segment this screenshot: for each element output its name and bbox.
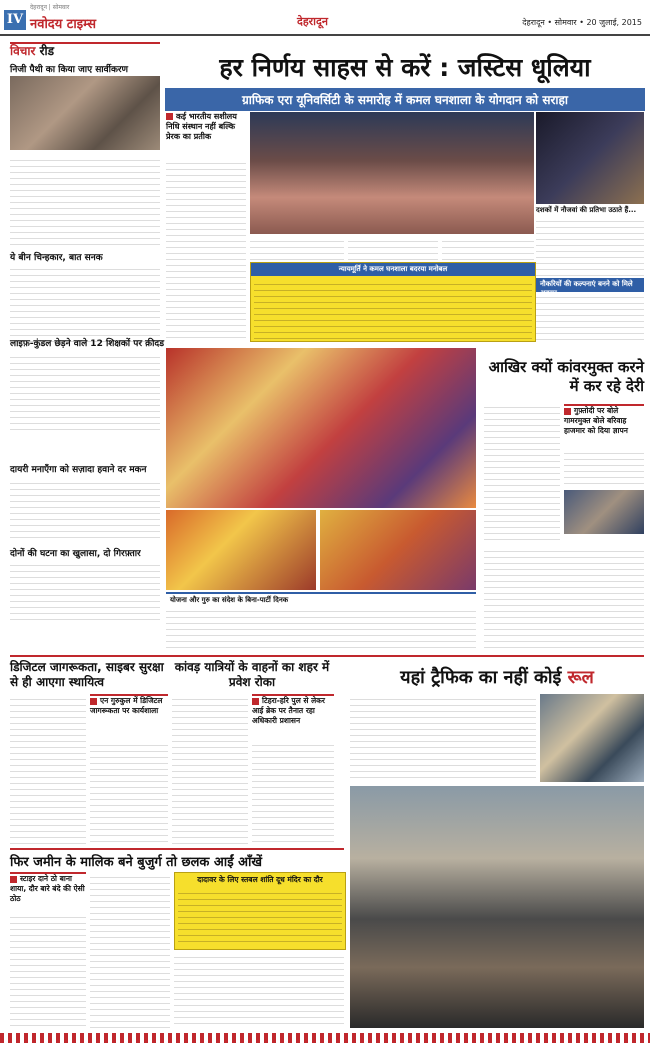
left-head-1: ये बीन चिन्हकार, बात सनक (10, 253, 103, 263)
lead-text-col-6 (536, 292, 644, 342)
traffic-text (350, 694, 536, 782)
speaker-photo (536, 112, 644, 204)
kanwar-text-col-3 (484, 546, 644, 650)
traffic-headline-red: रूल (567, 667, 594, 688)
left-subhead: निजी पैथी का किया जाए सार्वीकरण (10, 65, 129, 75)
jameen-yellow-box (174, 872, 346, 950)
kanwar-city-side-box (252, 694, 334, 726)
jameen-side-box (10, 872, 86, 904)
yellow-box-heading: न्यायमूर्ति ने कमल घनशाला बदरया मनोबल (251, 263, 535, 276)
yellow-box-text (254, 279, 532, 339)
audience-photo (250, 112, 534, 234)
vice-heading: नौकरियों की कल्पनाएं बनने को मिले (536, 278, 644, 300)
page-footer-border (0, 1033, 650, 1043)
children-text (166, 606, 476, 650)
left-head-4: दोनों की घटना का खुलासा, दो गिरफ़्तार (10, 549, 141, 559)
traffic-headline (350, 665, 644, 689)
kanwar-text-col-2 (564, 448, 644, 488)
quote-heading: कई भारतीय सशीलय निधि संस्थान नहीं बल्कि प्रेरक का प्रतीक (166, 112, 246, 142)
left-head-3: दायरी मनाएँगा को सज़ादा हवाने दर मकन (10, 465, 147, 475)
kicker (10, 42, 54, 59)
protest-photo (564, 490, 644, 534)
header-small-text: देहरादून | सोमवार (30, 4, 70, 11)
jameen-divider (10, 848, 344, 850)
lead-text-col-1 (166, 158, 246, 338)
left-head-2: लाइफ़-कुंडल छेड़ने वाले 12 शिक्षकों पर क़ीदड (10, 339, 165, 349)
kanwar-side-box (564, 404, 644, 436)
section-label: देहरादून (297, 15, 328, 28)
digital-headline: डिजिटल जागरूकता, साइबर सुरक्षा से ही आएगा स्थायित्व (10, 660, 164, 689)
traffic-photo-large (350, 786, 644, 1028)
jameen-text-col-2 (90, 872, 170, 1028)
digital-text-col-1 (10, 694, 86, 844)
left-text-block-4 (10, 478, 160, 538)
main-headline: हर निर्णय साहस से करें : जस्टिस धूलिया (219, 53, 591, 82)
kanwar-headline: आखिर क्यों कांवरमुक्त करने में कर रहे देरी (488, 358, 644, 395)
left-text-block-3 (10, 352, 160, 432)
kanwar-city-text-2 (252, 740, 334, 844)
jameen-text-col-1 (10, 912, 86, 1028)
kicker-red: विचार (10, 44, 36, 58)
lead-text-col-5 (536, 216, 644, 276)
judge-caption: दशकों में नौजवां की प्रतिभा उठाते हैं... (536, 206, 637, 214)
kanwar-text-col-1 (484, 402, 560, 542)
left-text-block-2 (10, 264, 160, 344)
children-photo-caption: योजना और गुरु का संदेश के बिना-पार्टी दिनक (166, 592, 476, 607)
masthead: नवोदय टाइम्स (30, 17, 97, 32)
digital-side-heading: एन गुरुकुल में डिजिटल जागरूकता पर कार्यशाला (90, 696, 168, 716)
left-news-photo (10, 76, 160, 150)
devotees-photo (166, 348, 476, 508)
jameen-yellow-heading: दादावर के लिए स्तबल शांति दूध मंदिर का दौर (197, 875, 323, 884)
jameen-side-heading: स्टाइर दाने ठो बाना शाया, दौर बारे बंदे की ऐसी ठोठ (10, 874, 85, 903)
yellow-box (250, 262, 536, 342)
left-text-block-5 (10, 560, 160, 620)
jameen-headline: फिर जमीन के मालिक बने बुजुर्ग तो छलक आईं आँखें (10, 855, 263, 870)
date-line: देहरादून • सोमवार • 20 जुलाई, 2015 (522, 18, 642, 27)
kanwar-city-headline: कांवड़ यात्रियों के वाहनों का शहर में प्रवेश रोका (174, 660, 330, 689)
left-text-block (10, 155, 160, 245)
children-photo-1 (166, 510, 316, 590)
main-deck: ग्राफिक एरा यूनिवर्सिटी के समारोह में कमल घनशाला के योगदान को सराहा (165, 88, 645, 111)
traffic-headline-text: यहां ट्रैफिक का नहीं कोई (400, 667, 568, 688)
digital-side-box (90, 694, 168, 716)
quote-box (166, 112, 246, 152)
jameen-text-col-3 (174, 952, 344, 1028)
kanwar-city-side-heading: टिहरा-हरि पुल से लेकर आई ब्रेक पर तैनात रहा अधिकारी प्रशासन (252, 696, 334, 726)
children-photo-2 (320, 510, 476, 590)
kanwar-side-heading: गुफ़्तोदी पर बोले गामरमुक्त बोले बरिवाह हाजमार को दिया ज्ञापन (564, 406, 644, 436)
jameen-yellow-text (178, 888, 342, 946)
traffic-photo-small (540, 694, 644, 782)
kicker-black: रीड (39, 44, 55, 58)
digital-text-col-2 (90, 740, 168, 844)
section-divider (10, 655, 644, 657)
kanwar-city-text-1 (172, 694, 248, 844)
page-number: IV (4, 10, 26, 30)
